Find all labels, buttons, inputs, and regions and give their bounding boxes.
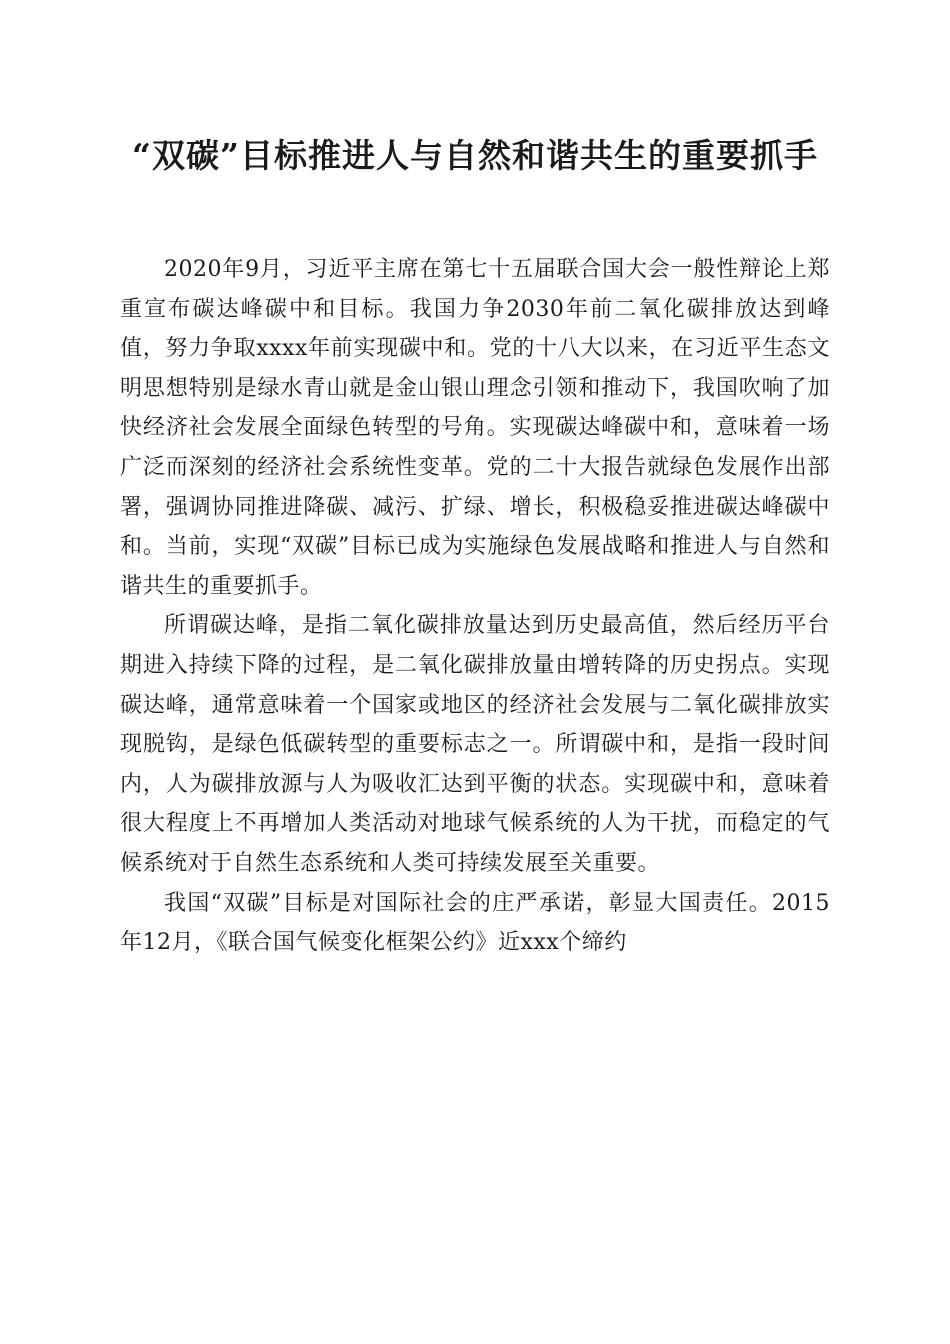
paragraph-2: 所谓碳达峰，是指二氧化碳排放量达到历史最高值，然后经历平台期进入持续下降的过程，是二氧化碳排放量由增转降的历史拐点。实现碳达峰，通常意味着一个国家或地区的经济社会发展与二氧化碳排放实现脱钩，是绿色低碳转型的重要标志之一。所谓碳中和，是指一段时间内，人为碳排放源与人为吸收汇达到平衡的状态。实现碳中和，意味着很大程度上不再增加人类活动对地球气候系统的人为干扰，而稳定的气候系统对于自然生态系统和人类可持续发展至关重要。 [120,613,830,876]
document-body [120,250,830,963]
paragraph-1: 2020年9月，习近平主席在第七十五届联合国大会一般性辩论上郑重宣布碳达峰碳中和目标。我国力争2030年前二氧化碳排放达到峰值，努力争取xxxx年前实现碳中和。党的十八大以来，在习近平生态文明思想特别是绿水青山就是金山银山理念引领和推动下，我国吹响了加快经济社会发展全面绿色转型的号角。实现碳达峰碳中和，意味着一场广泛而深刻的经济社会系统性变革。党的二十大报告就绿色发展作出部署，强调协同推进降碳、减污、扩绿、增长，积极稳妥推进碳达峰碳中和。当前，实现“双碳”目标已成为实施绿色发展战略和推进人与自然和谐共生的重要抓手。 [120,257,830,599]
paragraph-3: 我国“双碳”目标是对国际社会的庄严承诺，彰显大国责任。2015年12月，《联合国气候变化框架公约》近xxx个缔约 [120,890,830,956]
document-title: “双碳”目标推进人与自然和谐共生的重要抓手 [132,136,818,175]
